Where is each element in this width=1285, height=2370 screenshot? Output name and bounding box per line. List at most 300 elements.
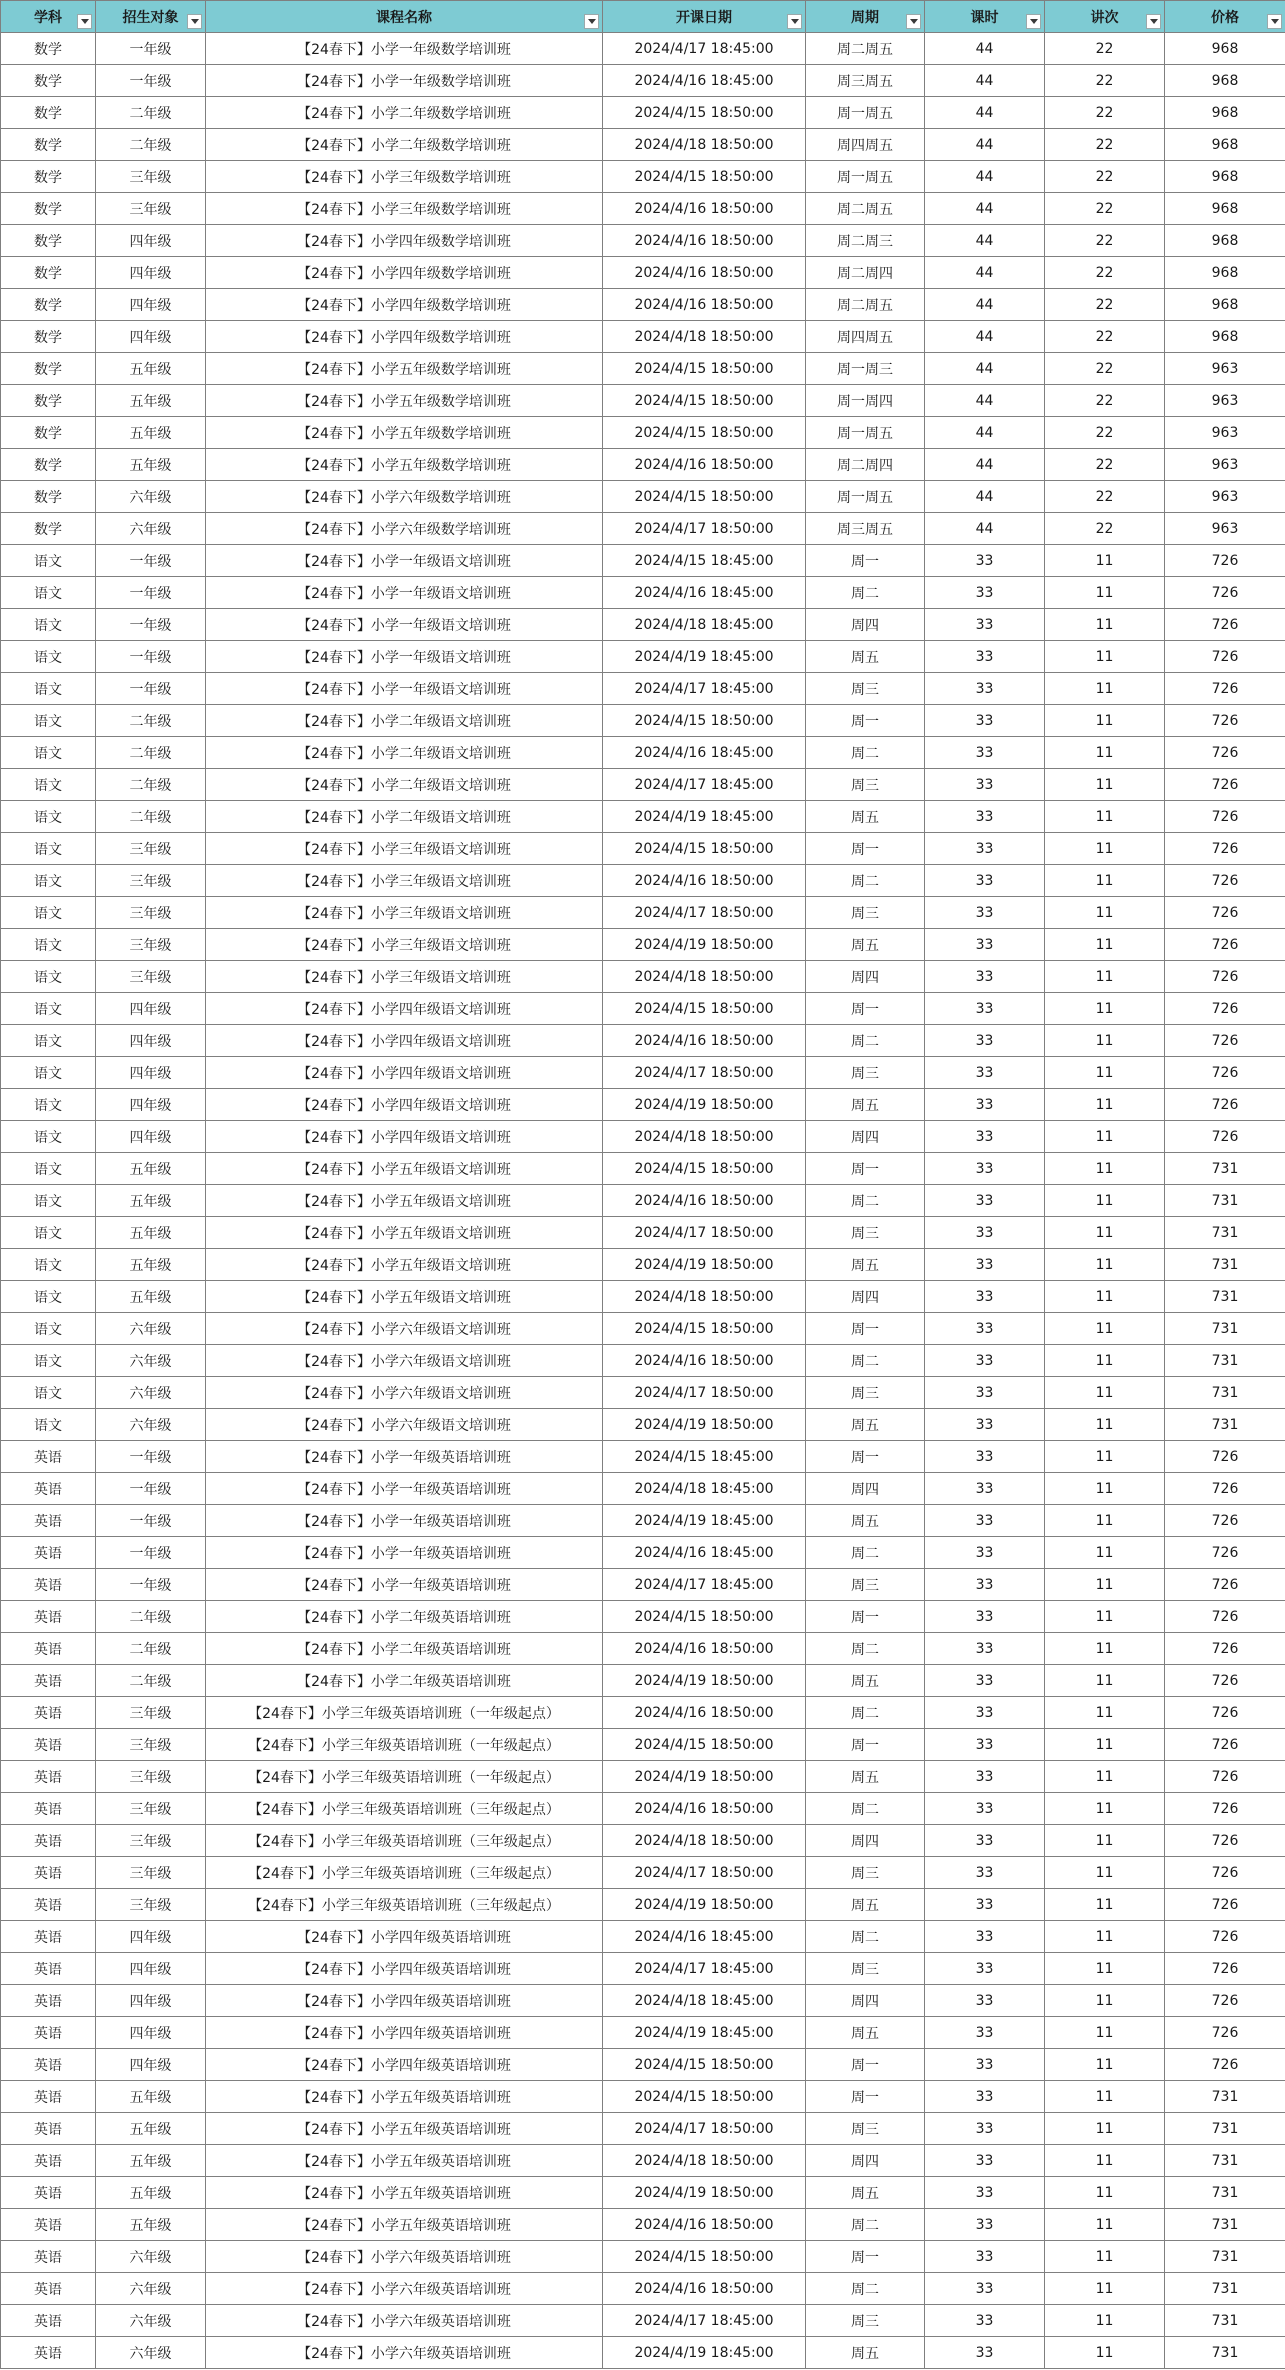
cell-course-name[interactable]: 【24春下】小学四年级数学培训班 [206,321,603,353]
cell-target[interactable]: 五年级 [96,449,206,481]
cell-target[interactable]: 二年级 [96,737,206,769]
cell-hours[interactable]: 33 [925,737,1045,769]
cell-course-name[interactable]: 【24春下】小学三年级英语培训班（三年级起点） [206,1889,603,1921]
cell-schedule[interactable]: 周五 [806,1409,925,1441]
cell-lessons[interactable]: 11 [1045,993,1165,1025]
cell-hours[interactable]: 33 [925,1121,1045,1153]
cell-schedule[interactable]: 周四周五 [806,129,925,161]
cell-target[interactable]: 三年级 [96,897,206,929]
cell-schedule[interactable]: 周五 [806,801,925,833]
cell-hours[interactable]: 33 [925,609,1045,641]
cell-lessons[interactable]: 11 [1045,1921,1165,1953]
cell-target[interactable]: 二年级 [96,769,206,801]
cell-lessons[interactable]: 22 [1045,193,1165,225]
cell-target[interactable]: 六年级 [96,2241,206,2273]
cell-start-date[interactable]: 2024/4/15 18:50:00 [603,1601,806,1633]
cell-start-date[interactable]: 2024/4/18 18:50:00 [603,1825,806,1857]
cell-start-date[interactable]: 2024/4/19 18:45:00 [603,801,806,833]
cell-subject[interactable]: 语文 [1,929,96,961]
cell-lessons[interactable]: 11 [1045,1569,1165,1601]
cell-start-date[interactable]: 2024/4/16 18:50:00 [603,193,806,225]
cell-lessons[interactable]: 22 [1045,129,1165,161]
cell-price[interactable]: 731 [1165,2145,1285,2177]
cell-schedule[interactable]: 周二周五 [806,33,925,65]
cell-start-date[interactable]: 2024/4/19 18:50:00 [603,1409,806,1441]
cell-lessons[interactable]: 11 [1045,641,1165,673]
cell-schedule[interactable]: 周二 [806,1537,925,1569]
cell-course-name[interactable]: 【24春下】小学三年级英语培训班（一年级起点） [206,1697,603,1729]
cell-course-name[interactable]: 【24春下】小学五年级英语培训班 [206,2081,603,2113]
cell-start-date[interactable]: 2024/4/15 18:50:00 [603,417,806,449]
cell-subject[interactable]: 英语 [1,2177,96,2209]
cell-schedule[interactable]: 周一周五 [806,161,925,193]
cell-subject[interactable]: 语文 [1,673,96,705]
cell-hours[interactable]: 33 [925,705,1045,737]
cell-hours[interactable]: 44 [925,481,1045,513]
cell-lessons[interactable]: 11 [1045,1409,1165,1441]
cell-subject[interactable]: 语文 [1,1377,96,1409]
cell-hours[interactable]: 33 [925,1505,1045,1537]
cell-target[interactable]: 四年级 [96,2017,206,2049]
cell-schedule[interactable]: 周一 [806,2081,925,2113]
cell-hours[interactable]: 33 [925,2241,1045,2273]
cell-course-name[interactable]: 【24春下】小学二年级英语培训班 [206,1633,603,1665]
cell-hours[interactable]: 33 [925,1249,1045,1281]
cell-course-name[interactable]: 【24春下】小学一年级英语培训班 [206,1473,603,1505]
cell-schedule[interactable]: 周四 [806,2145,925,2177]
cell-price[interactable]: 726 [1165,705,1285,737]
cell-course-name[interactable]: 【24春下】小学一年级英语培训班 [206,1441,603,1473]
cell-start-date[interactable]: 2024/4/15 18:50:00 [603,2049,806,2081]
cell-lessons[interactable]: 11 [1045,737,1165,769]
cell-start-date[interactable]: 2024/4/16 18:50:00 [603,289,806,321]
cell-lessons[interactable]: 11 [1045,1889,1165,1921]
cell-price[interactable]: 731 [1165,2081,1285,2113]
cell-target[interactable]: 六年级 [96,1313,206,1345]
cell-start-date[interactable]: 2024/4/16 18:45:00 [603,577,806,609]
cell-lessons[interactable]: 11 [1045,833,1165,865]
cell-hours[interactable]: 33 [925,2017,1045,2049]
cell-target[interactable]: 四年级 [96,1089,206,1121]
cell-target[interactable]: 一年级 [96,1569,206,1601]
cell-start-date[interactable]: 2024/4/17 18:50:00 [603,1377,806,1409]
cell-target[interactable]: 一年级 [96,1537,206,1569]
cell-start-date[interactable]: 2024/4/17 18:45:00 [603,2305,806,2337]
cell-hours[interactable]: 33 [925,1761,1045,1793]
cell-hours[interactable]: 33 [925,1217,1045,1249]
cell-lessons[interactable]: 11 [1045,1153,1165,1185]
cell-subject[interactable]: 数学 [1,449,96,481]
cell-schedule[interactable]: 周五 [806,641,925,673]
cell-start-date[interactable]: 2024/4/15 18:50:00 [603,1313,806,1345]
cell-schedule[interactable]: 周三 [806,2305,925,2337]
cell-hours[interactable]: 33 [925,2177,1045,2209]
cell-price[interactable]: 968 [1165,257,1285,289]
cell-course-name[interactable]: 【24春下】小学一年级语文培训班 [206,577,603,609]
cell-target[interactable]: 三年级 [96,833,206,865]
cell-schedule[interactable]: 周五 [806,2177,925,2209]
cell-subject[interactable]: 数学 [1,129,96,161]
cell-lessons[interactable]: 11 [1045,1473,1165,1505]
cell-start-date[interactable]: 2024/4/17 18:50:00 [603,1857,806,1889]
cell-subject[interactable]: 英语 [1,1537,96,1569]
cell-subject[interactable]: 数学 [1,33,96,65]
cell-subject[interactable]: 语文 [1,1313,96,1345]
cell-subject[interactable]: 语文 [1,609,96,641]
cell-price[interactable]: 731 [1165,1185,1285,1217]
cell-course-name[interactable]: 【24春下】小学二年级语文培训班 [206,737,603,769]
cell-subject[interactable]: 英语 [1,2305,96,2337]
cell-subject[interactable]: 语文 [1,1121,96,1153]
cell-price[interactable]: 968 [1165,321,1285,353]
cell-course-name[interactable]: 【24春下】小学二年级数学培训班 [206,97,603,129]
cell-subject[interactable]: 语文 [1,1153,96,1185]
cell-subject[interactable]: 数学 [1,97,96,129]
cell-hours[interactable]: 33 [925,1089,1045,1121]
cell-target[interactable]: 四年级 [96,1953,206,1985]
cell-start-date[interactable]: 2024/4/16 18:50:00 [603,225,806,257]
cell-hours[interactable]: 44 [925,193,1045,225]
cell-schedule[interactable]: 周一 [806,1153,925,1185]
cell-schedule[interactable]: 周五 [806,929,925,961]
cell-schedule[interactable]: 周一 [806,1441,925,1473]
cell-subject[interactable]: 语文 [1,865,96,897]
cell-target[interactable]: 三年级 [96,865,206,897]
cell-price[interactable]: 968 [1165,289,1285,321]
cell-lessons[interactable]: 22 [1045,385,1165,417]
cell-price[interactable]: 726 [1165,577,1285,609]
cell-target[interactable]: 二年级 [96,1633,206,1665]
cell-course-name[interactable]: 【24春下】小学一年级语文培训班 [206,641,603,673]
cell-subject[interactable]: 数学 [1,417,96,449]
cell-subject[interactable]: 语文 [1,545,96,577]
cell-course-name[interactable]: 【24春下】小学四年级数学培训班 [206,257,603,289]
cell-lessons[interactable]: 11 [1045,1601,1165,1633]
cell-schedule[interactable]: 周四周五 [806,321,925,353]
cell-subject[interactable]: 英语 [1,2145,96,2177]
cell-target[interactable]: 三年级 [96,961,206,993]
cell-start-date[interactable]: 2024/4/19 18:50:00 [603,1249,806,1281]
cell-subject[interactable]: 语文 [1,705,96,737]
cell-lessons[interactable]: 11 [1045,1857,1165,1889]
cell-hours[interactable]: 33 [925,1025,1045,1057]
cell-schedule[interactable]: 周一 [806,2241,925,2273]
cell-lessons[interactable]: 11 [1045,2113,1165,2145]
cell-price[interactable]: 963 [1165,417,1285,449]
cell-lessons[interactable]: 11 [1045,865,1165,897]
cell-start-date[interactable]: 2024/4/19 18:50:00 [603,1761,806,1793]
cell-course-name[interactable]: 【24春下】小学三年级英语培训班（一年级起点） [206,1729,603,1761]
cell-subject[interactable]: 数学 [1,257,96,289]
cell-course-name[interactable]: 【24春下】小学四年级英语培训班 [206,1953,603,1985]
cell-course-name[interactable]: 【24春下】小学四年级数学培训班 [206,289,603,321]
cell-start-date[interactable]: 2024/4/19 18:50:00 [603,929,806,961]
cell-price[interactable]: 726 [1165,641,1285,673]
cell-target[interactable]: 五年级 [96,1281,206,1313]
cell-start-date[interactable]: 2024/4/15 18:50:00 [603,97,806,129]
cell-start-date[interactable]: 2024/4/19 18:45:00 [603,641,806,673]
cell-course-name[interactable]: 【24春下】小学四年级英语培训班 [206,1985,603,2017]
filter-dropdown-icon[interactable] [906,14,921,29]
cell-start-date[interactable]: 2024/4/17 18:50:00 [603,1217,806,1249]
cell-price[interactable]: 968 [1165,193,1285,225]
cell-course-name[interactable]: 【24春下】小学六年级英语培训班 [206,2337,603,2369]
cell-course-name[interactable]: 【24春下】小学五年级数学培训班 [206,417,603,449]
cell-subject[interactable]: 英语 [1,1697,96,1729]
cell-lessons[interactable]: 22 [1045,353,1165,385]
cell-course-name[interactable]: 【24春下】小学五年级英语培训班 [206,2177,603,2209]
filter-dropdown-icon[interactable] [1146,14,1161,29]
cell-start-date[interactable]: 2024/4/15 18:50:00 [603,2081,806,2113]
cell-schedule[interactable]: 周四 [806,1121,925,1153]
cell-start-date[interactable]: 2024/4/15 18:50:00 [603,705,806,737]
cell-schedule[interactable]: 周一周五 [806,417,925,449]
cell-lessons[interactable]: 11 [1045,2337,1165,2369]
cell-lessons[interactable]: 11 [1045,961,1165,993]
cell-hours[interactable]: 33 [925,1825,1045,1857]
cell-course-name[interactable]: 【24春下】小学三年级数学培训班 [206,193,603,225]
cell-hours[interactable]: 33 [925,1729,1045,1761]
cell-course-name[interactable]: 【24春下】小学五年级语文培训班 [206,1153,603,1185]
cell-hours[interactable]: 33 [925,577,1045,609]
cell-course-name[interactable]: 【24春下】小学三年级英语培训班（三年级起点） [206,1857,603,1889]
cell-start-date[interactable]: 2024/4/17 18:50:00 [603,2113,806,2145]
cell-subject[interactable]: 英语 [1,2241,96,2273]
cell-start-date[interactable]: 2024/4/18 18:50:00 [603,321,806,353]
cell-start-date[interactable]: 2024/4/15 18:50:00 [603,1729,806,1761]
cell-schedule[interactable]: 周二 [806,1025,925,1057]
cell-course-name[interactable]: 【24春下】小学六年级英语培训班 [206,2241,603,2273]
cell-target[interactable]: 四年级 [96,257,206,289]
cell-target[interactable]: 二年级 [96,1601,206,1633]
cell-schedule[interactable]: 周一周五 [806,97,925,129]
cell-course-name[interactable]: 【24春下】小学一年级语文培训班 [206,673,603,705]
cell-price[interactable]: 731 [1165,2113,1285,2145]
cell-price[interactable]: 726 [1165,2017,1285,2049]
cell-hours[interactable]: 33 [925,1313,1045,1345]
cell-course-name[interactable]: 【24春下】小学一年级语文培训班 [206,609,603,641]
cell-course-name[interactable]: 【24春下】小学三年级语文培训班 [206,929,603,961]
cell-hours[interactable]: 33 [925,641,1045,673]
cell-price[interactable]: 726 [1165,545,1285,577]
cell-subject[interactable]: 英语 [1,2209,96,2241]
cell-hours[interactable]: 44 [925,225,1045,257]
cell-subject[interactable]: 英语 [1,1953,96,1985]
cell-schedule[interactable]: 周二 [806,737,925,769]
cell-subject[interactable]: 数学 [1,385,96,417]
cell-hours[interactable]: 33 [925,1953,1045,1985]
cell-price[interactable]: 968 [1165,225,1285,257]
cell-price[interactable]: 731 [1165,2337,1285,2369]
cell-target[interactable]: 六年级 [96,1345,206,1377]
cell-target[interactable]: 二年级 [96,1665,206,1697]
cell-course-name[interactable]: 【24春下】小学三年级英语培训班（三年级起点） [206,1825,603,1857]
cell-hours[interactable]: 33 [925,1857,1045,1889]
cell-schedule[interactable]: 周三 [806,1377,925,1409]
cell-lessons[interactable]: 11 [1045,1345,1165,1377]
cell-target[interactable]: 五年级 [96,2177,206,2209]
cell-price[interactable]: 968 [1165,161,1285,193]
cell-lessons[interactable]: 11 [1045,1633,1165,1665]
cell-hours[interactable]: 33 [925,801,1045,833]
cell-subject[interactable]: 英语 [1,1857,96,1889]
cell-schedule[interactable]: 周二 [806,2273,925,2305]
cell-target[interactable]: 四年级 [96,1057,206,1089]
cell-lessons[interactable]: 11 [1045,1121,1165,1153]
cell-schedule[interactable]: 周二 [806,1697,925,1729]
cell-start-date[interactable]: 2024/4/16 18:50:00 [603,1025,806,1057]
cell-price[interactable]: 726 [1165,1921,1285,1953]
cell-hours[interactable]: 33 [925,2273,1045,2305]
cell-course-name[interactable]: 【24春下】小学六年级英语培训班 [206,2305,603,2337]
cell-hours[interactable]: 33 [925,1409,1045,1441]
cell-course-name[interactable]: 【24春下】小学五年级语文培训班 [206,1217,603,1249]
cell-hours[interactable]: 33 [925,2209,1045,2241]
cell-start-date[interactable]: 2024/4/15 18:50:00 [603,1153,806,1185]
cell-hours[interactable]: 33 [925,1921,1045,1953]
cell-lessons[interactable]: 11 [1045,1697,1165,1729]
cell-hours[interactable]: 33 [925,961,1045,993]
cell-subject[interactable]: 英语 [1,1761,96,1793]
cell-subject[interactable]: 语文 [1,1281,96,1313]
cell-hours[interactable]: 33 [925,2081,1045,2113]
cell-lessons[interactable]: 22 [1045,257,1165,289]
cell-course-name[interactable]: 【24春下】小学一年级英语培训班 [206,1537,603,1569]
cell-price[interactable]: 726 [1165,801,1285,833]
cell-target[interactable]: 五年级 [96,1249,206,1281]
cell-target[interactable]: 二年级 [96,801,206,833]
cell-subject[interactable]: 语文 [1,897,96,929]
cell-start-date[interactable]: 2024/4/15 18:50:00 [603,161,806,193]
cell-subject[interactable]: 语文 [1,961,96,993]
cell-lessons[interactable]: 11 [1045,1985,1165,2017]
cell-subject[interactable]: 语文 [1,1025,96,1057]
cell-lessons[interactable]: 11 [1045,1729,1165,1761]
cell-target[interactable]: 六年级 [96,481,206,513]
cell-schedule[interactable]: 周二 [806,1185,925,1217]
cell-subject[interactable]: 语文 [1,1057,96,1089]
cell-hours[interactable]: 33 [925,1473,1045,1505]
cell-start-date[interactable]: 2024/4/16 18:50:00 [603,449,806,481]
cell-price[interactable]: 726 [1165,1953,1285,1985]
cell-subject[interactable]: 语文 [1,1409,96,1441]
cell-target[interactable]: 一年级 [96,33,206,65]
cell-lessons[interactable]: 11 [1045,545,1165,577]
cell-hours[interactable]: 33 [925,1345,1045,1377]
cell-target[interactable]: 五年级 [96,1185,206,1217]
cell-schedule[interactable]: 周二 [806,2209,925,2241]
cell-lessons[interactable]: 11 [1045,1185,1165,1217]
cell-lessons[interactable]: 11 [1045,1377,1165,1409]
cell-price[interactable]: 963 [1165,449,1285,481]
cell-lessons[interactable]: 11 [1045,2209,1165,2241]
cell-price[interactable]: 731 [1165,1281,1285,1313]
cell-hours[interactable]: 33 [925,993,1045,1025]
cell-course-name[interactable]: 【24春下】小学五年级英语培训班 [206,2113,603,2145]
cell-hours[interactable]: 44 [925,33,1045,65]
cell-schedule[interactable]: 周二 [806,865,925,897]
cell-subject[interactable]: 英语 [1,1825,96,1857]
cell-course-name[interactable]: 【24春下】小学四年级数学培训班 [206,225,603,257]
cell-course-name[interactable]: 【24春下】小学五年级数学培训班 [206,385,603,417]
cell-schedule[interactable]: 周二周三 [806,225,925,257]
cell-price[interactable]: 726 [1165,833,1285,865]
cell-target[interactable]: 六年级 [96,513,206,545]
cell-price[interactable]: 726 [1165,929,1285,961]
cell-course-name[interactable]: 【24春下】小学四年级英语培训班 [206,2049,603,2081]
cell-hours[interactable]: 44 [925,417,1045,449]
cell-hours[interactable]: 33 [925,2305,1045,2337]
cell-lessons[interactable]: 22 [1045,225,1165,257]
cell-price[interactable]: 726 [1165,1633,1285,1665]
cell-course-name[interactable]: 【24春下】小学六年级语文培训班 [206,1345,603,1377]
cell-course-name[interactable]: 【24春下】小学一年级英语培训班 [206,1505,603,1537]
cell-lessons[interactable]: 11 [1045,1089,1165,1121]
cell-start-date[interactable]: 2024/4/19 18:45:00 [603,1505,806,1537]
cell-price[interactable]: 726 [1165,1473,1285,1505]
cell-price[interactable]: 731 [1165,2305,1285,2337]
cell-subject[interactable]: 英语 [1,1473,96,1505]
cell-hours[interactable]: 33 [925,1281,1045,1313]
cell-course-name[interactable]: 【24春下】小学四年级英语培训班 [206,1921,603,1953]
cell-price[interactable]: 726 [1165,1601,1285,1633]
cell-subject[interactable]: 语文 [1,993,96,1025]
cell-target[interactable]: 一年级 [96,577,206,609]
cell-lessons[interactable]: 11 [1045,609,1165,641]
cell-target[interactable]: 三年级 [96,1889,206,1921]
cell-lessons[interactable]: 11 [1045,897,1165,929]
cell-start-date[interactable]: 2024/4/16 18:50:00 [603,1633,806,1665]
cell-course-name[interactable]: 【24春下】小学五年级语文培训班 [206,1249,603,1281]
cell-target[interactable]: 三年级 [96,1857,206,1889]
cell-target[interactable]: 五年级 [96,353,206,385]
cell-price[interactable]: 731 [1165,1217,1285,1249]
cell-subject[interactable]: 数学 [1,65,96,97]
cell-price[interactable]: 963 [1165,513,1285,545]
cell-lessons[interactable]: 11 [1045,577,1165,609]
cell-subject[interactable]: 英语 [1,1633,96,1665]
cell-course-name[interactable]: 【24春下】小学二年级英语培训班 [206,1665,603,1697]
cell-hours[interactable]: 33 [925,1665,1045,1697]
cell-subject[interactable]: 语文 [1,769,96,801]
cell-start-date[interactable]: 2024/4/18 18:45:00 [603,1473,806,1505]
cell-target[interactable]: 四年级 [96,1025,206,1057]
cell-price[interactable]: 726 [1165,1665,1285,1697]
cell-course-name[interactable]: 【24春下】小学三年级语文培训班 [206,897,603,929]
cell-course-name[interactable]: 【24春下】小学六年级语文培训班 [206,1377,603,1409]
cell-schedule[interactable]: 周五 [806,1889,925,1921]
cell-lessons[interactable]: 11 [1045,1793,1165,1825]
cell-hours[interactable]: 33 [925,769,1045,801]
cell-start-date[interactable]: 2024/4/16 18:50:00 [603,865,806,897]
cell-hours[interactable]: 33 [925,1569,1045,1601]
cell-subject[interactable]: 英语 [1,1569,96,1601]
cell-subject[interactable]: 英语 [1,1441,96,1473]
cell-lessons[interactable]: 11 [1045,705,1165,737]
cell-lessons[interactable]: 11 [1045,1249,1165,1281]
cell-target[interactable]: 四年级 [96,225,206,257]
cell-lessons[interactable]: 22 [1045,481,1165,513]
cell-subject[interactable]: 语文 [1,1217,96,1249]
cell-hours[interactable]: 33 [925,2337,1045,2369]
cell-start-date[interactable]: 2024/4/19 18:50:00 [603,1665,806,1697]
cell-hours[interactable]: 33 [925,1601,1045,1633]
cell-lessons[interactable]: 22 [1045,289,1165,321]
cell-course-name[interactable]: 【24春下】小学三年级语文培训班 [206,833,603,865]
cell-start-date[interactable]: 2024/4/18 18:50:00 [603,1281,806,1313]
cell-subject[interactable]: 英语 [1,2081,96,2113]
cell-start-date[interactable]: 2024/4/16 18:50:00 [603,2209,806,2241]
